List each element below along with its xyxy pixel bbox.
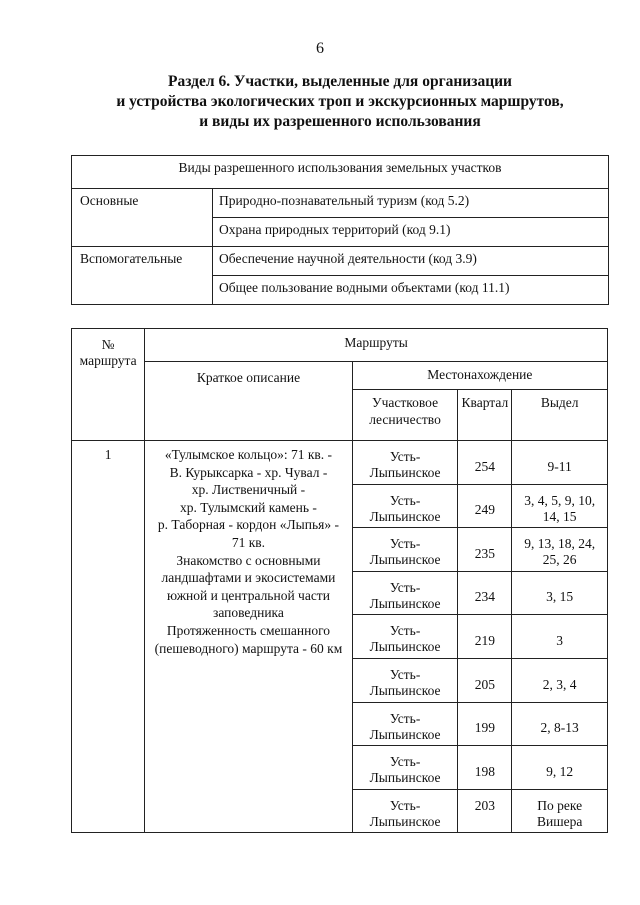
vydel-line: Вишера	[536, 814, 583, 829]
header-line: №	[101, 337, 115, 352]
forestry-header	[352, 390, 458, 441]
forestry-line: Усть-	[389, 667, 421, 682]
vydel-line: 3, 15	[546, 589, 574, 604]
category-auxiliary: Вспомогательные	[72, 247, 213, 305]
vydel-line: 9, 13, 18, 24,	[524, 536, 596, 551]
forestry-line: Усть-	[389, 623, 421, 638]
forestry-line: Усть-	[389, 798, 421, 813]
kvartal-cell: 249	[458, 485, 512, 528]
land-use-table	[71, 155, 609, 305]
forestry-line: Усть-	[389, 754, 421, 769]
forestry-line: Усть-	[389, 536, 421, 551]
vydel-header: Выдел	[512, 390, 608, 441]
forestry-line: Усть-	[389, 580, 421, 595]
forestry-cell	[352, 485, 458, 528]
vydel-cell	[512, 572, 608, 615]
section-title	[60, 72, 620, 132]
vydel-cell	[512, 441, 608, 485]
forestry-cell	[352, 790, 458, 833]
header-line: Участковое	[372, 395, 439, 410]
kvartal-cell: 235	[458, 528, 512, 572]
vydel-cell	[512, 528, 608, 572]
land-use-item: Общее пользование водными объектами (код 11.1)	[213, 276, 609, 305]
location-header: Местонахождение	[352, 362, 607, 390]
description-line: «Тулымское кольцо»: 71 кв. -	[164, 447, 333, 462]
description-line: южной и центральной части	[166, 587, 330, 603]
vydel-cell	[512, 790, 608, 833]
forestry-line: Усть-	[389, 493, 421, 508]
vydel-cell	[512, 659, 608, 703]
vydel-cell	[512, 485, 608, 528]
kvartal-cell: 254	[458, 441, 512, 485]
forestry-cell	[352, 659, 458, 703]
forestry-line: Лыпьинское	[369, 509, 441, 524]
description-line: Знакомство с основными	[176, 552, 321, 568]
description-line: Протяженность смешанного	[166, 622, 331, 638]
kvartal-header: Квартал	[458, 390, 512, 441]
description-line: заповедника	[213, 605, 284, 621]
header-line: маршрута	[79, 353, 137, 368]
forestry-line: Лыпьинское	[369, 552, 441, 567]
route-number: 1	[72, 441, 145, 833]
vydel-line: 9-11	[547, 458, 572, 474]
description-line: хр. Тулымский камень -	[180, 499, 317, 515]
land-use-item: Охрана природных территорий (код 9.1)	[213, 218, 609, 247]
vydel-line: 3, 4, 5, 9, 10,	[524, 493, 596, 508]
title-line: Раздел 6. Участки, выделенные для организации	[167, 73, 512, 90]
description-line: ландшафтами и экосистемами	[161, 570, 336, 586]
forestry-cell	[352, 528, 458, 572]
vydel-line: 2, 8-13	[540, 720, 579, 735]
forestry-line: Усть-	[389, 711, 421, 726]
description-header: Краткое описание	[145, 362, 352, 441]
forestry-line: Лыпьинское	[369, 639, 441, 654]
page-number: 6	[316, 40, 324, 57]
kvartal-cell: 234	[458, 572, 512, 615]
vydel-line: 14, 15	[542, 509, 577, 524]
land-use-item: Обеспечение научной деятельности (код 3.9)	[213, 247, 609, 276]
description-line: В. Курыксарка - хр. Чувал -	[169, 464, 328, 480]
forestry-cell	[352, 703, 458, 746]
forestry-line: Лыпьинское	[369, 727, 441, 742]
kvartal-cell: 203	[458, 790, 512, 833]
routes-table	[71, 328, 608, 833]
title-line: и устройства экологических троп и экскурсионных маршрутов,	[116, 93, 564, 110]
description-line: (пешеводного) маршрута - 60 км	[154, 640, 343, 656]
vydel-cell	[512, 615, 608, 659]
forestry-line: Лыпьинское	[369, 770, 441, 785]
title-line: и виды их разрешенного использования	[199, 113, 481, 130]
forestry-line: Лыпьинское	[369, 814, 441, 829]
vydel-line: 9, 12	[546, 763, 574, 779]
route-description	[145, 441, 352, 833]
forestry-cell	[352, 572, 458, 615]
kvartal-cell: 198	[458, 746, 512, 790]
kvartal-cell: 205	[458, 659, 512, 703]
route-number-header	[72, 329, 145, 441]
forestry-cell	[352, 441, 458, 485]
forestry-line: Усть-	[389, 449, 421, 464]
routes-header: Маршруты	[145, 329, 608, 362]
vydel-line: По реке	[537, 798, 583, 813]
forestry-cell	[352, 615, 458, 659]
description-line: хр. Лиственичный -	[191, 482, 306, 498]
vydel-line: 3	[556, 632, 564, 648]
description-line: 71 кв.	[231, 534, 266, 550]
vydel-line: 25, 26	[542, 552, 577, 567]
forestry-line: Лыпьинское	[369, 596, 441, 611]
forestry-line: Лыпьинское	[369, 683, 441, 698]
land-use-item: Природно-познавательный туризм (код 5.2)	[213, 189, 609, 218]
kvartal-cell: 219	[458, 615, 512, 659]
description-line: р. Таборная - кордон «Лыпья» -	[157, 517, 339, 533]
forestry-line: Лыпьинское	[369, 465, 441, 480]
header-line: лесничество	[369, 412, 441, 427]
vydel-cell	[512, 746, 608, 790]
land-use-header: Виды разрешенного использования земельных участков	[72, 156, 609, 189]
kvartal-cell: 199	[458, 703, 512, 746]
vydel-line: 2, 3, 4	[542, 676, 577, 692]
category-main: Основные	[72, 189, 213, 247]
forestry-cell	[352, 746, 458, 790]
vydel-cell	[512, 703, 608, 746]
